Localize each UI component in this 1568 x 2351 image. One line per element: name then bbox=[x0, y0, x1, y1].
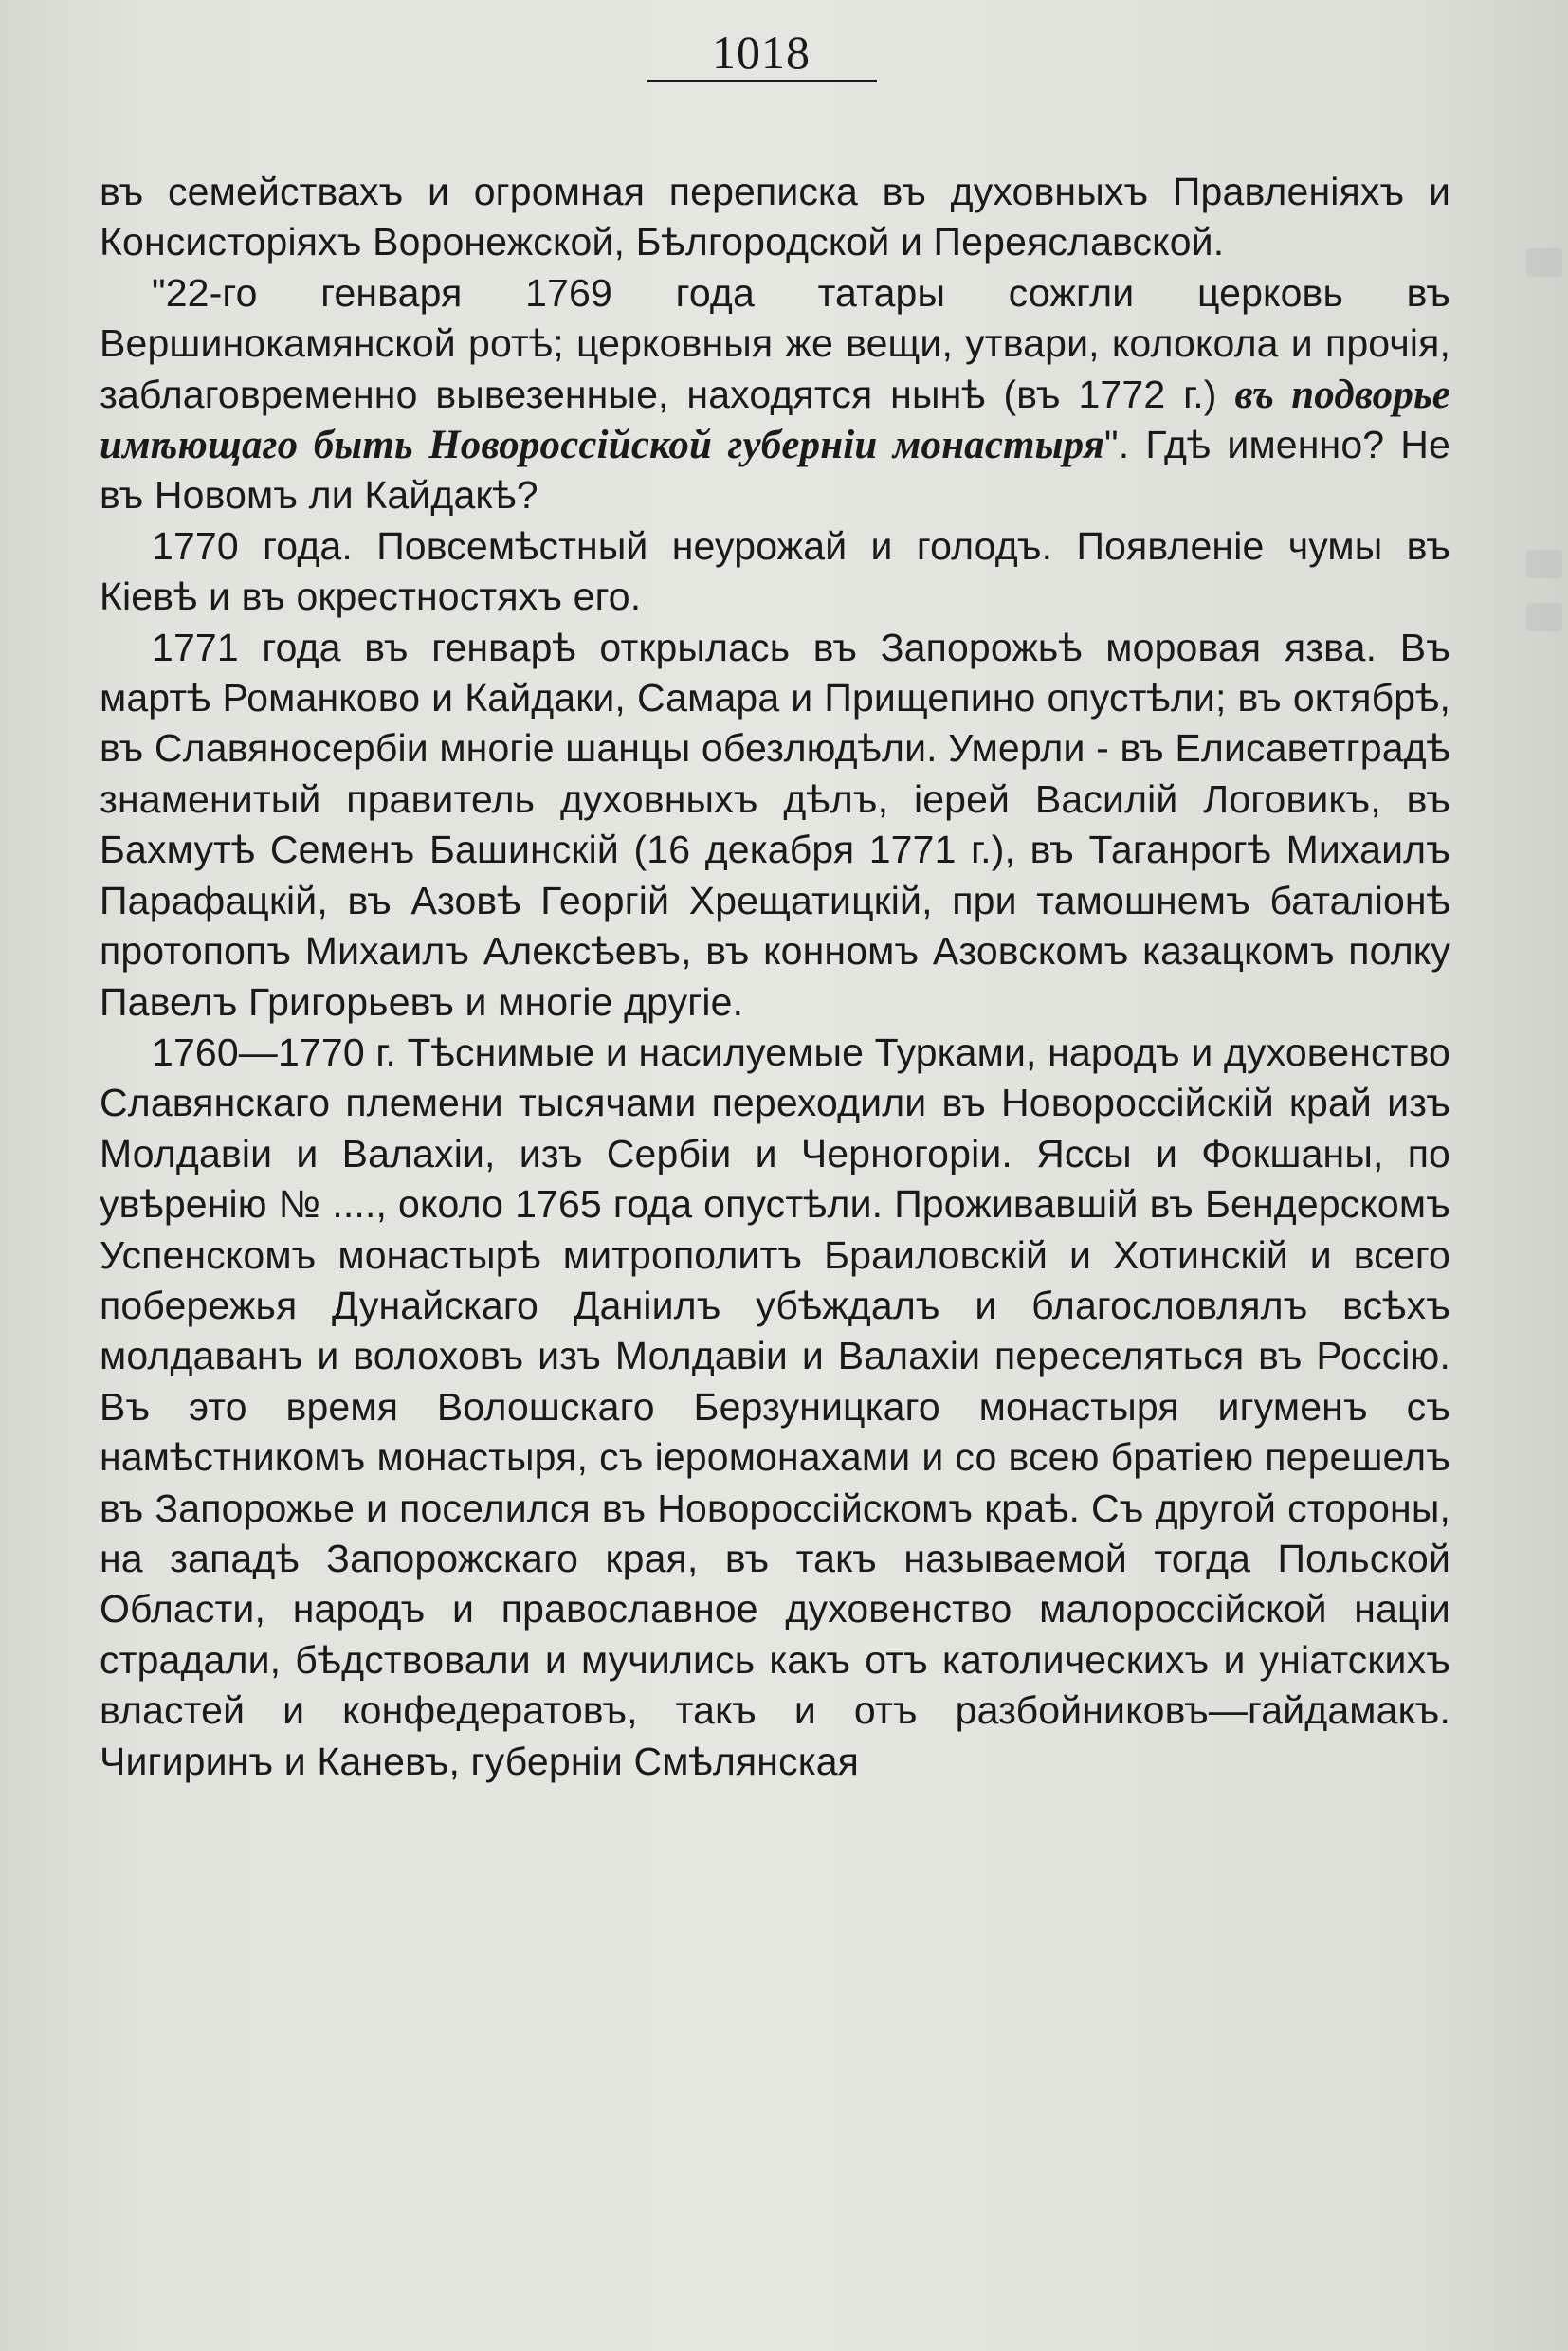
italic-emphasis: въ подворье имѣющаго быть Новороссійской губерніи монастыря bbox=[100, 372, 1451, 468]
paragraph-1770: 1770 года. Повсемѣстный неурожай и голодъ. Появленіе чумы въ Кіевѣ и въ окрестностяхъ его. bbox=[100, 523, 1450, 619]
quotation-tail: ". Гдѣ именно? Не въ Новомъ ли Кайдакѣ? bbox=[100, 423, 1451, 518]
paragraph-1760-1770: 1760—1770 г. Тѣснимые и насилуемые Турками, народъ и духовенство Славянскаго племени тысячами переходили въ Новороссійскій край изъ Молдавіи и Валахіи, изъ Сербіи и Черногоріи. Яссы и Фокшаны, по увѣренію № ...., около 1765 года опустѣли. Проживавшій въ Бендерскомъ Успенскомъ монастырѣ митрополитъ Браиловскій и Хотинскій и всего побережья Дунайскаго Даніилъ убѣждалъ и благословлялъ всѣхъ молдаванъ и волоховъ изъ Молдавіи и Валахіи переселяться въ Россію. Въ это время Волошскаго Берзуницкаго монастыря игуменъ съ намѣстникомъ монастыря, съ іеромонахами и со всею братіею перешелъ въ Запорожье и поселился въ Новороссійскомъ краѣ. Съ другой стороны, на западѣ Запорожскаго края, въ такъ называемой тогда Польской Области, народъ и православное духовенство малороссійской націи страдали, бѣдствовали и мучились какъ отъ католическихъ и уніатскихъ властей и конфедератовъ, такъ и отъ разбойниковъ—гайдамакъ. Чигиринъ и Каневъ, губерніи Смѣлянская bbox=[100, 1030, 1450, 1783]
paragraph-continuation: въ семействахъ и огромная переписка въ духовныхъ Правленіяхъ и Консисторіяхъ Воронежской, Бѣлгородской и Переяславской. bbox=[100, 170, 1450, 264]
quotation-text: "22-го генваря 1769 года татары сожгли церковь въ Вершинокамянской ротѣ; церковныя же вещи, утвари, колокола и прочія, заблаговременно вывезенные, находятся нынѣ (въ 1772 г.) bbox=[100, 270, 1450, 416]
paragraph-quotation bbox=[100, 268, 1450, 521]
paragraph-1771: 1771 года въ генварѣ открылась въ Запорожьѣ моровая язва. Въ мартѣ Романково и Кайдаки, Самара и Прищепино опустѣли; въ октябрѣ, въ Славяносербіи многіе шанцы обезлюдѣли. Умерли - въ Елисаветградѣ знаменитый правитель духовныхъ дѣлъ, іерей Василій Логовикъ, въ Бахмутѣ Семенъ Башинскій (16 декабря 1771 г.), въ Таганрогѣ Михаилъ Парафацкій, въ Азовѣ Георгій Хрещатицкій, при тамошнемъ баталіонѣ протопопъ Михаилъ Алексѣевъ, въ конномъ Азовскомъ казацкомъ полку Павелъ Григорьевъ и многіе другіе. bbox=[100, 625, 1450, 1024]
page-number-underline bbox=[647, 80, 877, 82]
page-number: 1018 bbox=[712, 26, 811, 79]
body-text bbox=[100, 167, 1450, 1787]
bleed-through-mark bbox=[1526, 248, 1562, 277]
bleed-through-mark bbox=[1526, 603, 1562, 631]
bleed-through-mark bbox=[1526, 550, 1562, 578]
